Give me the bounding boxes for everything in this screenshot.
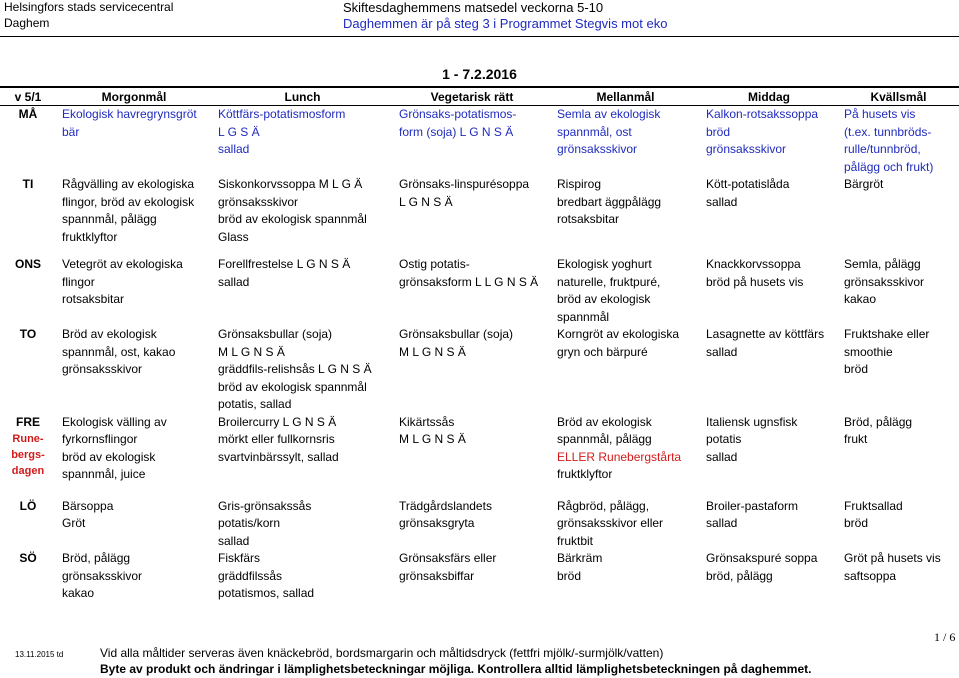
evening-line: Bärgröt xyxy=(844,177,884,191)
cell-breakfast xyxy=(56,550,212,603)
cell-vegetarian xyxy=(393,176,551,256)
dinner-line: Kött-potatislåda xyxy=(706,177,790,191)
cell-snack xyxy=(551,106,700,177)
menu-table xyxy=(0,86,959,603)
breakfast-line: spannmål, ost, kakao xyxy=(62,344,176,359)
breakfast-line: Vetegröt av ekologiska xyxy=(62,257,183,271)
cell-lunch xyxy=(212,176,393,256)
evening-line: pålägg och frukt) xyxy=(844,159,934,174)
cell-lunch xyxy=(212,498,393,551)
footer-date: 13.11.2015 td xyxy=(15,650,64,659)
column-header-row xyxy=(0,87,959,106)
cell-dinner xyxy=(700,176,838,256)
cell-vegetarian xyxy=(393,498,551,551)
lunch-line: grönsaksskivor xyxy=(218,194,299,209)
vegetarian-line: grönsaksgryta xyxy=(399,516,475,530)
evening-line: Gröt på husets vis xyxy=(844,551,941,565)
evening-line: På husets vis xyxy=(844,107,916,121)
cell-breakfast xyxy=(56,414,212,498)
breakfast-line: Bärsoppa xyxy=(62,498,114,513)
cell-lunch xyxy=(212,106,393,177)
day-label: FRE xyxy=(16,414,40,429)
menu-title: Skiftesdaghemmens matsedel veckorna 5-10 xyxy=(343,0,604,15)
dinner-line: bröd xyxy=(706,124,731,139)
dinner-line: bröd, pålägg xyxy=(706,568,773,583)
vegetarian-line: Kikärtssås xyxy=(399,414,455,429)
menu-row-0 xyxy=(0,106,959,177)
breakfast-line: bröd av ekologisk xyxy=(62,449,156,464)
vegetarian-line: form (soja) L G N S Ä xyxy=(399,124,514,139)
day-label: TI xyxy=(22,177,34,191)
breakfast-line: Bröd av ekologisk xyxy=(62,327,157,341)
evening-line: bröd xyxy=(844,362,869,376)
col-vegetarian: Vegetarisk rätt xyxy=(393,87,551,106)
snack-line: bröd av ekologisk xyxy=(557,292,651,306)
day-cell xyxy=(0,498,56,551)
snack-line: bröd xyxy=(557,568,582,583)
day-label: ONS xyxy=(14,257,41,271)
dinner-line: bröd på husets vis xyxy=(706,274,804,289)
cell-evening xyxy=(838,498,959,551)
vegetarian-line: grönsaksform L L G N S Ä xyxy=(399,274,539,289)
footer-note: Vid alla måltider serveras även knäckebröd, bordsmargarin och måltidsdryck (fettfri mjölk/-surmjölk/vatten) xyxy=(100,646,664,660)
evening-line: Bröd, pålägg xyxy=(844,414,913,429)
snack-line: gryn och bärpuré xyxy=(557,344,648,359)
day-label: SÖ xyxy=(19,551,37,565)
snack-line: Rågbröd, pålägg, xyxy=(557,498,650,513)
breakfast-line: flingor xyxy=(62,274,95,289)
evening-line: saftsoppa xyxy=(844,568,897,583)
evening-line: kakao xyxy=(844,292,877,306)
vegetarian-line: Grönsaks-linspurésoppa xyxy=(399,177,530,191)
lunch-line: bröd av ekologisk spannmål xyxy=(218,379,367,394)
snack-line: ELLER Runebergstårta xyxy=(557,449,682,464)
snack-line: Rispirog xyxy=(557,177,602,191)
menu-row-3 xyxy=(0,326,959,414)
breakfast-line: spannmål, juice xyxy=(62,467,146,481)
cell-snack xyxy=(551,550,700,603)
dinner-line: sallad xyxy=(706,344,738,359)
breakfast-line: grönsaksskivor xyxy=(62,568,143,583)
snack-line: grönsaksskivor eller xyxy=(557,516,664,530)
snack-line: Ekologisk yoghurt xyxy=(557,257,652,271)
lunch-line: gräddfilssås xyxy=(218,568,283,583)
day-cell xyxy=(0,176,56,256)
header-divider xyxy=(0,36,959,37)
vegetarian-line: M L G N S Ä xyxy=(399,432,466,446)
snack-line: Korngröt av ekologiska xyxy=(557,327,680,341)
menu-row-2 xyxy=(0,256,959,326)
snack-line: Bärkräm xyxy=(557,551,603,565)
dinner-line: Italiensk ugnsfisk xyxy=(706,414,798,429)
lunch-line: sallad xyxy=(218,274,250,289)
breakfast-line: Bröd, pålägg xyxy=(62,551,131,565)
day-note: bergs- xyxy=(11,449,45,461)
evening-line: rulle/tunnbröd, xyxy=(844,142,921,156)
cell-vegetarian xyxy=(393,550,551,603)
col-lunch: Lunch xyxy=(212,87,393,106)
snack-line: fruktklyftor xyxy=(557,467,613,481)
cell-lunch xyxy=(212,414,393,498)
day-note: Rune- xyxy=(12,433,44,445)
col-evening: Kvällsmål xyxy=(838,87,959,106)
org-unit: Daghem xyxy=(4,16,50,30)
day-note: dagen xyxy=(11,465,45,477)
breakfast-line: Ekologisk havregrynsgröt xyxy=(62,107,197,121)
snack-line: Bröd av ekologisk xyxy=(557,414,652,429)
breakfast-line: fruktklyftor xyxy=(62,229,118,244)
vegetarian-line: Grönsaksfärs eller xyxy=(399,551,497,565)
cell-evening xyxy=(838,414,959,498)
menu-row-6 xyxy=(0,550,959,603)
vegetarian-line: M L G N S Ä xyxy=(399,344,466,359)
dinner-line: Knackkorvssoppa xyxy=(706,257,801,271)
cell-evening xyxy=(838,256,959,326)
lunch-line: Broilercurry L G N S Ä xyxy=(218,414,337,429)
cell-dinner xyxy=(700,498,838,551)
menu-row-5 xyxy=(0,498,959,551)
evening-line: frukt xyxy=(844,432,868,446)
dinner-line: sallad xyxy=(706,449,738,464)
breakfast-line: fyrkornsflingor xyxy=(62,432,138,446)
breakfast-line: bär xyxy=(62,124,80,139)
menu-subtitle: Daghemmen är på steg 3 i Programmet Stegvis mot eko xyxy=(343,16,668,31)
day-cell xyxy=(0,256,56,326)
vegetarian-line: Ostig potatis- xyxy=(399,257,470,271)
cell-lunch xyxy=(212,256,393,326)
cell-dinner xyxy=(700,414,838,498)
page-number: 1 / 6 xyxy=(934,630,956,644)
footer-warning: Byte av produkt och ändringar i lämplighetsbeteckningar möjliga. Kontrollera alltid lämplighetsbeteckningen på daghemmet. xyxy=(100,662,812,676)
snack-line: Semla av ekologisk xyxy=(557,107,661,121)
vegetarian-line: L G N S Ä xyxy=(399,194,453,209)
snack-line: naturelle, fruktpuré, xyxy=(557,274,661,289)
evening-line: grönsaksskivor xyxy=(844,274,925,289)
breakfast-line: grönsaksskivor xyxy=(62,362,143,376)
vegetarian-line: Grönsaks-potatismos- xyxy=(399,107,517,121)
snack-line: fruktbit xyxy=(557,533,594,548)
cell-lunch xyxy=(212,326,393,414)
lunch-line: potatis/korn xyxy=(218,516,281,530)
cell-dinner xyxy=(700,326,838,414)
cell-vegetarian xyxy=(393,106,551,177)
evening-line: bröd xyxy=(844,516,869,530)
breakfast-line: flingor, bröd av ekologisk xyxy=(62,194,195,209)
lunch-line: Siskonkorvssoppa M L G Ä xyxy=(218,177,363,191)
snack-line: bredbart äggpålägg xyxy=(557,194,662,209)
lunch-line: gräddfils-relishsås L G N S Ä xyxy=(218,362,372,376)
snack-line: spannmål xyxy=(557,309,610,324)
lunch-line: potatis, sallad xyxy=(218,397,292,411)
menu-row-1 xyxy=(0,176,959,256)
cell-breakfast xyxy=(56,326,212,414)
cell-lunch xyxy=(212,550,393,603)
cell-breakfast xyxy=(56,106,212,177)
breakfast-line: spannmål, pålägg xyxy=(62,212,157,226)
dinner-line: sallad xyxy=(706,516,738,530)
day-cell xyxy=(0,106,56,177)
lunch-line: svartvinbärssylt, sallad xyxy=(218,449,339,464)
col-dinner: Middag xyxy=(700,87,838,106)
lunch-line: Gris-grönsakssås xyxy=(218,498,312,513)
evening-line: Fruktsallad xyxy=(844,498,903,513)
lunch-line: bröd av ekologisk spannmål xyxy=(218,212,367,226)
cell-dinner xyxy=(700,256,838,326)
org-name: Helsingfors stads servicecentral xyxy=(4,0,174,14)
cell-vegetarian xyxy=(393,256,551,326)
day-label: LÖ xyxy=(19,498,37,513)
cell-breakfast xyxy=(56,498,212,551)
lunch-line: mörkt eller fullkornsris xyxy=(218,432,335,446)
col-breakfast: Morgonmål xyxy=(56,87,212,106)
evening-line: Semla, pålägg xyxy=(844,257,921,271)
dinner-line: Lasagnette av köttfärs xyxy=(706,327,825,341)
lunch-line: potatismos, sallad xyxy=(218,586,315,600)
breakfast-line: Rågvälling av ekologiska xyxy=(62,177,195,191)
day-label: TO xyxy=(19,327,37,341)
day-cell xyxy=(0,414,56,498)
col-snack: Mellanmål xyxy=(551,87,700,106)
cell-breakfast xyxy=(56,256,212,326)
breakfast-line: kakao xyxy=(62,586,95,600)
snack-line: spannmål, ost xyxy=(557,124,632,139)
dinner-line: Broiler-pastaform xyxy=(706,498,799,513)
date-range: 1 - 7.2.2016 xyxy=(442,66,517,82)
cell-evening xyxy=(838,550,959,603)
dinner-line: Kalkon-rotsakssoppa xyxy=(706,107,819,121)
lunch-line: sallad xyxy=(218,142,250,156)
cell-snack xyxy=(551,414,700,498)
cell-snack xyxy=(551,256,700,326)
day-cell xyxy=(0,550,56,603)
week-label: v 5/1 xyxy=(0,87,56,106)
vegetarian-line: grönsaksbiffar xyxy=(399,568,475,583)
lunch-line: Fiskfärs xyxy=(218,551,260,565)
lunch-line: Forellfrestelse L G N S Ä xyxy=(218,257,351,271)
dinner-line: sallad xyxy=(706,194,738,209)
dinner-line: potatis xyxy=(706,432,742,446)
breakfast-line: rotsaksbitar xyxy=(62,292,125,306)
dinner-line: Grönsakspuré soppa xyxy=(706,551,818,565)
evening-line: Fruktshake eller xyxy=(844,327,930,341)
evening-line: (t.ex. tunnbröds- xyxy=(844,124,932,139)
breakfast-line: Ekologisk välling av xyxy=(62,414,167,429)
snack-line: grönsaksskivor xyxy=(557,142,638,156)
cell-snack xyxy=(551,498,700,551)
cell-evening xyxy=(838,176,959,256)
day-cell xyxy=(0,326,56,414)
breakfast-line: Gröt xyxy=(62,516,86,530)
cell-breakfast xyxy=(56,176,212,256)
menu-row-4 xyxy=(0,414,959,498)
snack-line: rotsaksbitar xyxy=(557,212,620,226)
evening-line: smoothie xyxy=(844,344,893,359)
lunch-line: M L G N S Ä xyxy=(218,344,285,359)
cell-dinner xyxy=(700,106,838,177)
vegetarian-line: Trädgårdslandets xyxy=(399,498,492,513)
cell-evening xyxy=(838,106,959,177)
dinner-line: grönsaksskivor xyxy=(706,142,787,156)
cell-dinner xyxy=(700,550,838,603)
cell-vegetarian xyxy=(393,326,551,414)
lunch-line: Grönsaksbullar (soja) xyxy=(218,327,333,341)
lunch-line: Köttfärs-potatismosform xyxy=(218,107,346,121)
cell-vegetarian xyxy=(393,414,551,498)
cell-snack xyxy=(551,326,700,414)
lunch-line: L G S Ä xyxy=(218,124,260,139)
lunch-line: sallad xyxy=(218,533,250,548)
lunch-line: Glass xyxy=(218,229,249,244)
day-label: MÅ xyxy=(18,107,38,121)
cell-snack xyxy=(551,176,700,256)
vegetarian-line: Grönsaksbullar (soja) xyxy=(399,327,514,341)
snack-line: spannmål, pålägg xyxy=(557,432,652,446)
cell-evening xyxy=(838,326,959,414)
